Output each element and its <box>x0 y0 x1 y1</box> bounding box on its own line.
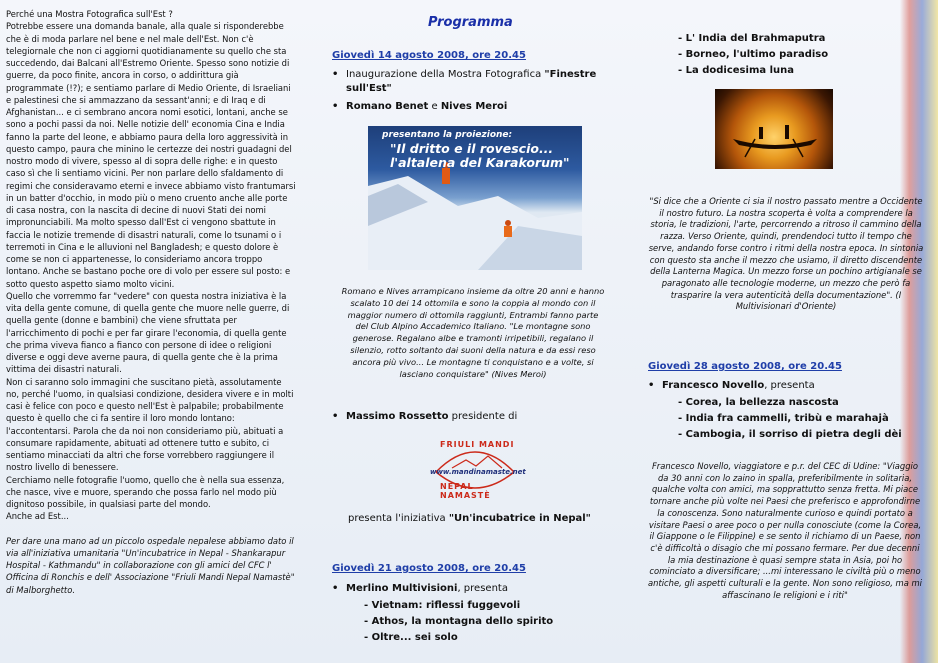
initiative-line <box>348 513 618 524</box>
date-heading-14-august: Giovedì 14 agosto 2008, ore 20.45 <box>332 50 526 61</box>
merlino-show-list-continued <box>678 31 918 79</box>
logo-url: www.mandinamaste.net <box>430 468 526 476</box>
presenter-novello: Francesco Novello <box>662 380 765 391</box>
photo-caption-title: "Il dritto e il rovescio... l'altalena del Karakorum" <box>390 141 570 170</box>
bullet-dot: • <box>332 411 339 422</box>
logo-top-text: FRIULI MANDI <box>440 440 515 449</box>
photo-caption-presentano: presentano la proiezione: <box>382 130 513 140</box>
initiative-prefix: presenta l'iniziativa <box>348 513 449 524</box>
friuli-mandi-nepal-logo <box>422 438 528 500</box>
show-corea: - Corea, la bellezza nascosta <box>678 397 839 408</box>
novello-show-list <box>678 395 928 443</box>
merlino-presenta: , presenta <box>457 583 508 594</box>
intro-column <box>0 0 302 663</box>
merlino-show-list <box>364 598 614 646</box>
speaker-rossetto: Massimo Rossetto <box>346 411 449 422</box>
intro-paragraph-2: Quello che vorremmo far "vedere" con questa nostra iniziativa è la vita della gente comune, di quella gente che muore nelle guerre, di quella gente (donne e bambini) che viene sfruttata per l'arricchimento di pochi e per far girare l'economia, di quella gente che prima viveva fianco a fianco con persone di idee o religioni diverse e oggi deve averne paura, di quella gente che è la prima vittima dei disastri naturali. <box>6 290 290 375</box>
intro-paragraph-1: Potrebbe essere una domanda banale, alla quale si risponderebbe che è di moda parlare nel bene e nel male dell'Est. Non c'è telegiornale che non ci aggiorni quotidianamente su quello che sta succedendo, dai Balcani all'Estremo Oriente. Spesso sono notizie di guerre, da poco finite, ancora in corso, o addirittura già programmate (!?); e sentiamo parlare di Medio Oriente, di Israeliani e palestinesi che si ammazzano da sessant'anni; e di Iraq e di Afghanistan... e ci sembrano ancora nomi esotici, lontani, anche se sono a pochi passi da noi. Nelle notizie dell' economia Cina e India fanno la parte del leone, e abbiamo paura della loro aggressività in questo campo, paura che minino le certezze dei nostri guadagni del nostro modo di vivere, spesso al di sopra delle righe: e in questo caso sì che li sentiamo vicini. Per non parlare dello sfaldamento di regimi che consideravamo eterni e invece abbiamo visto frantumarsi in un batter d'occhio, in modo più o meno cruento anche alle porte di casa nostra, con la nascita di decine di nuovi Stati dei nomi impronunciabili. Ma molto spesso dall'Est ci vengono sbattute in faccia le notizie tremende di disastri naturali, come lo tsunami o i terremoti in Cina e le alluvioni nel Bangladesh; e questo dolore è come se non ci appartenesse, lo consideriamo ancora troppo lontano. Anche se bastano poche ore di volo per essere sul posto: e sotto questo aspetto siamo molto vicini. <box>6 21 296 289</box>
show-brahmaputra: - L' India del Brahmaputra <box>678 33 826 44</box>
program-column <box>302 0 620 663</box>
intro-paragraph-3: Non ci saranno solo immagini che suscitano pietà, assolutamente no, perché l'uomo, in qualsiasi condizione, desidera vivere e in molti casi è felice con poco e questo nell'Est è palpabile; probabilmente questo è quello che ci fa sentire il loro mondo lontano: l'accontentarsi. Parola che da noi non consideriamo più, abituati a consumare rapidamente, abituati ad ottenere tutto e subito, ci sentiamo minacciati da altri che forse vorrebbero raggiungere il nostro livello di benessere. <box>6 376 294 473</box>
intro-paragraph-4: Cerchiamo nelle fotografie l'uomo, quello che è nella sua essenza, che nasce, vive e muore, sperando che possa farlo nel modo più dignitoso possibile, in qualsiasi parte del mondo. <box>6 474 285 509</box>
multivisionari-quote: "Si dice che a Oriente ci sia il nostro passato mentre a Occidente il nostro futuro. La nostra scoperta è volta a comprendere la storia, le tradizioni, l'arte, percorrendo a ritroso il cammino della razza. Verso Oriente, quindi, prendendoci tutto il tempo che serve, andando forse contro i ritmi della nostra epoca. In sintonia con questo sta anche il mezzo che usiamo, il diretto discendente della Lanterna Magica. Un mezzo forse un pochino artigianale se paragonato alle tecnologie moderne, un mezzo che però fa trasparire la vera autenticità della documentazione". (I Multivisionari d'Oriente) <box>648 196 924 312</box>
speaker-nives: Nives Meroi <box>440 101 508 112</box>
climbers-bio: Romano e Nives arrampicano insieme da oltre 20 anni e hanno scalato 10 dei 14 ottomila e sono la coppia al mondo con il maggior numero di ottomila raggiunti, Entrambi fanno parte del Club Alpino Accademico Italiano. "Le montagne sono generose. Regalano albe e tramonti irripetibili, regalano il silenzio, rotto soltanto dai suoni della natura e da essi reso ancora più vivo... Le montagne ti conquistano e a volte, si lasciano conquistare" (Nives Meroi) <box>341 286 605 379</box>
date-heading-28-august: Giovedì 28 agosto 2008, ore 20.45 <box>648 361 842 372</box>
bullet-dot: • <box>648 380 655 391</box>
sunset-boat-photo <box>715 89 833 169</box>
bullet-dot: • <box>332 69 339 80</box>
show-oltre: - Oltre... sei solo <box>364 632 458 643</box>
show-india: - India fra cammelli, tribù e marahajà <box>678 413 889 424</box>
intro-text <box>6 8 296 596</box>
show-borneo: - Borneo, l'ultimo paradiso <box>678 49 829 60</box>
show-dodicesima-luna: - La dodicesima luna <box>678 65 795 76</box>
program-item-rossetto <box>332 410 602 424</box>
exhibition-name: "Finestre sull'Est" <box>346 69 597 94</box>
intro-paragraph-5: Anche ad Est... <box>6 511 69 522</box>
right-column <box>620 0 938 663</box>
date-heading-21-august: Giovedì 21 agosto 2008, ore 20.45 <box>332 563 526 574</box>
logo-bottom-text: NEPAL NAMASTÈ <box>440 482 491 500</box>
bullet-dot: • <box>332 583 339 594</box>
program-title: Programma <box>428 15 513 30</box>
karakorum-photo <box>368 126 582 270</box>
bullet-dot: • <box>332 101 339 112</box>
novello-quote: Francesco Novello, viaggiatore e p.r. del CEC di Udine: "Viaggio da 30 anni con lo zaino in spalla, preferibilmente in solitaria, qualche volta con amici, ma sopprattutto senza fretta. Mi piace tornare anche più volte nei Paesi che preferisco e approfondirne la conoscenza. Sono naturalmente curioso e quindi portato a visitare Paesi o aree poco o per nulla conosciute (come la Corea, il Giappone o le Filippine) e se sento il richiamo di un Paese, non c'è difficoltà o disagio che mi possano fermare. Per due decenni la mia destinazione è quasi sempre stata in Asia, poi ho cominciato a diversificare; ...mi interessano le civiltà più o meno antiche, gli aspetti culturali e la gente. Non sono religioso, ma mi affascinano le religioni e i riti" <box>648 461 922 600</box>
novello-presenta: , presenta <box>764 380 815 391</box>
program-item-novello <box>648 379 918 393</box>
program-item-merlino <box>332 582 602 596</box>
speaker-romano: Romano Benet <box>346 101 429 112</box>
show-cambogia: - Cambogia, il sorriso di pietra degli dèi <box>678 429 902 440</box>
sunset-boat-image <box>715 89 833 169</box>
intro-title: Perché una Mostra Fotografica sull'Est ? <box>6 9 173 19</box>
initiative-name: "Un'incubatrice in Nepal" <box>448 513 591 524</box>
rossetto-role: presidente di <box>448 411 518 422</box>
presenter-merlino: Merlino Multivisioni <box>346 583 458 594</box>
intro-initiative-note: Per dare una mano ad un piccolo ospedale nepalese abbiamo dato il via all'iniziativa umanitaria "Un'incubatrice in Nepal - Shankarapur Hospital - Kathmandu" in collaborazione con gli amici del CFC l' Officina di Ronchis e dell' Associazione "Friuli Mandi Nepal Namastè" di Malborghetto. <box>6 535 295 595</box>
show-athos: - Athos, la montagna dello spirito <box>364 616 554 627</box>
program-item-speakers <box>332 100 602 114</box>
show-vietnam: - Vietnam: riflessi fuggevoli <box>364 600 521 611</box>
program-item-inauguration <box>332 68 602 95</box>
speaker-connector: e <box>428 101 441 112</box>
inauguration-text: Inaugurazione della Mostra Fotografica <box>346 69 545 80</box>
